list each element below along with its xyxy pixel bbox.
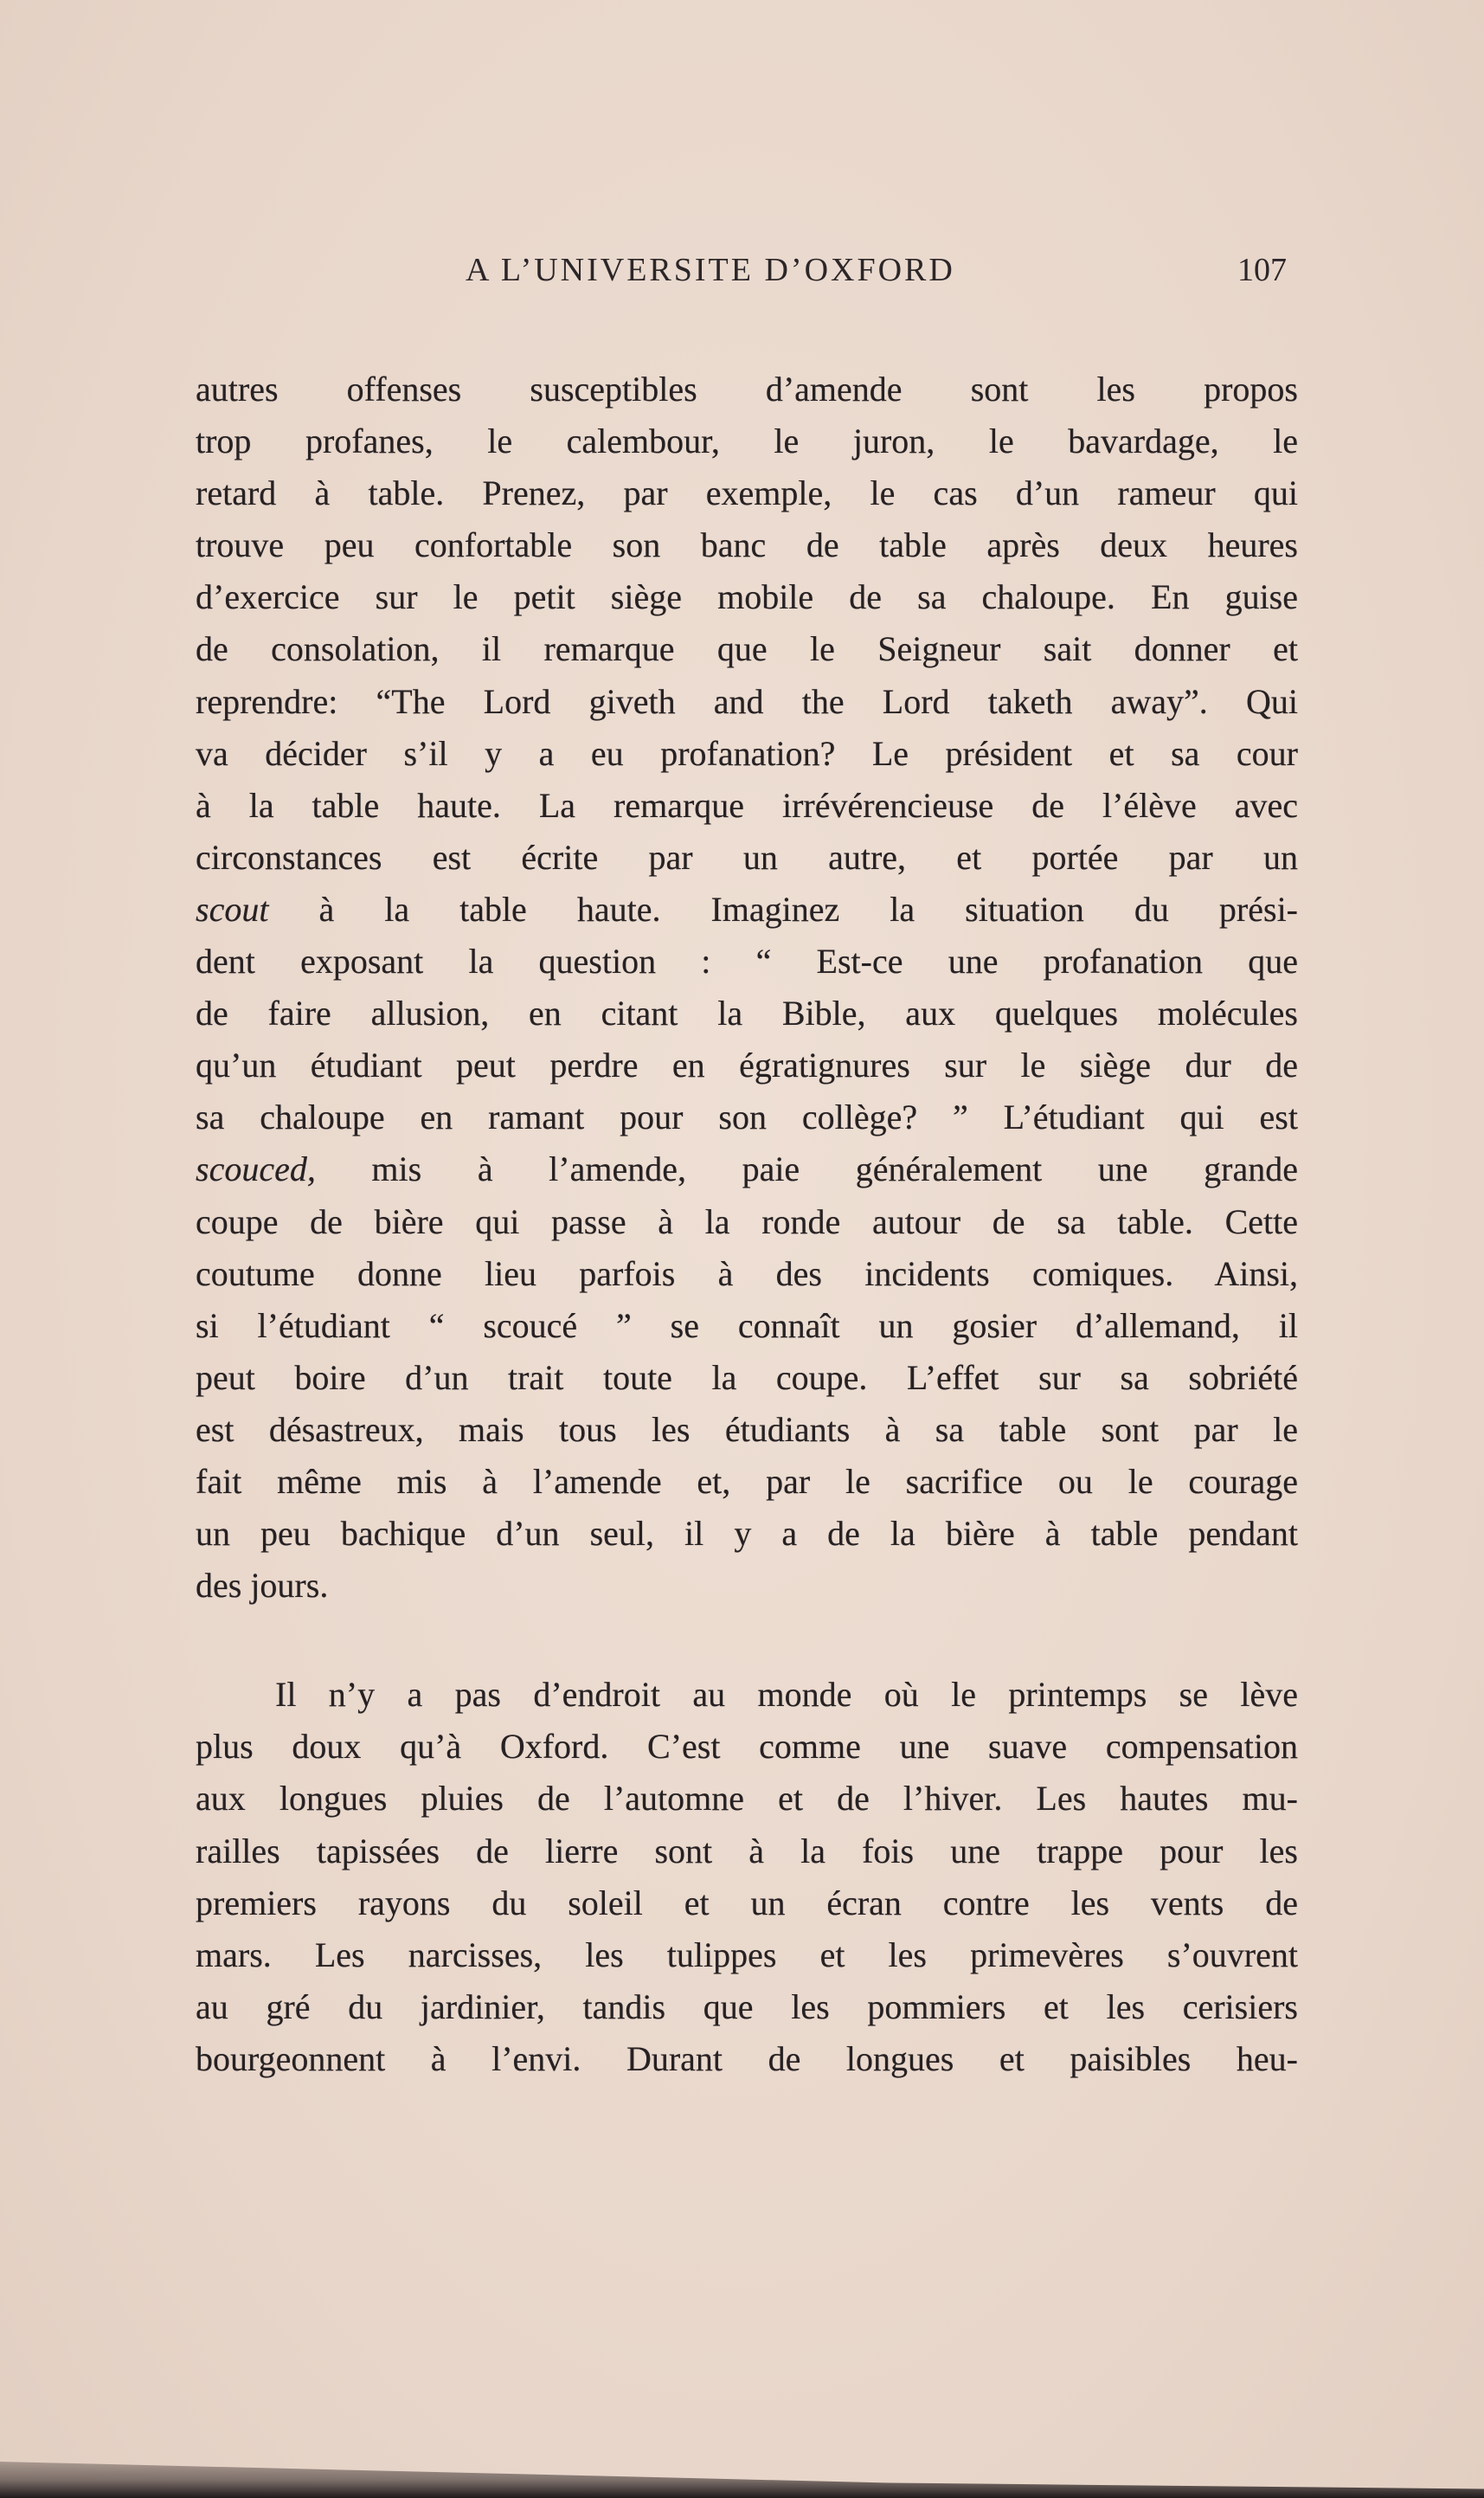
- text-line: à la table haute. La remarque irrévérencieuse de l’élève avec: [196, 785, 1298, 825]
- text-line: au gré du jardinier, tandis que les pommiers et les cerisiers: [196, 1986, 1298, 2026]
- text-line: retard à table. Prenez, par exemple, le cas d’un rameur qui: [196, 473, 1298, 513]
- text-line: est désastreux, mais tous les étudiants à sa table sont par le: [196, 1409, 1298, 1449]
- italic-word: scouced,: [196, 1149, 316, 1189]
- text-line: coupe de bière qui passe à la ronde autour de sa table. Cette: [196, 1201, 1298, 1241]
- text-line: d’exercice sur le petit siège mobile de sa chaloupe. En guise: [196, 577, 1298, 617]
- text-line: reprendre: “The Lord giveth and the Lord taketh away”. Qui: [196, 681, 1298, 721]
- page-edge-shadow: [0, 2437, 1484, 2498]
- text-line: plus doux qu’à Oxford. C’est comme une suave compensation: [196, 1727, 1298, 1767]
- text-line: circonstances est écrite par un autre, et portée par un: [196, 837, 1298, 877]
- paragraph-gap: [196, 1612, 1298, 1669]
- text-line: peut boire d’un trait toute la coupe. L’effet sur sa sobriété: [196, 1357, 1298, 1397]
- text-line: autres offenses susceptibles d’amende sont les propos: [196, 370, 1298, 409]
- text-line: aux longues pluies de l’automne et de l’hiver. Les hautes mu-: [196, 1779, 1298, 1819]
- page-header: [0, 251, 1484, 294]
- text-line: sa chaloupe en ramant pour son collège? ” L’étudiant qui est: [196, 1098, 1298, 1137]
- text-line: qu’un étudiant peut perdre en égratignures sur le siège dur de: [196, 1046, 1298, 1085]
- italic-word: scout: [196, 889, 269, 929]
- text-line-with-italic: [196, 1143, 1298, 1195]
- page-number: 107: [1237, 252, 1287, 288]
- line-rest: mis à l’amende, paie généralement une grande: [315, 1149, 1298, 1189]
- running-head: A L’UNIVERSITE D’OXFORD: [466, 252, 955, 288]
- paragraph-2: [196, 1669, 1298, 2085]
- text-line: de consolation, il remarque que le Seigneur sait donner et: [196, 629, 1298, 669]
- text-line: un peu bachique d’un seul, il y a de la bière à table pendant: [196, 1514, 1298, 1554]
- text-line: des jours.: [196, 1566, 329, 1606]
- text-line: railles tapissées de lierre sont à la fois une trappe pour les: [196, 1831, 1298, 1870]
- text-line-with-italic: [196, 884, 1298, 936]
- text-line: trop profanes, le calembour, le juron, le bavardage, le: [196, 422, 1298, 461]
- body-text: [196, 364, 1298, 2085]
- text-line: coutume donne lieu parfois à des incidents comiques. Ainsi,: [196, 1253, 1298, 1293]
- text-line: dent exposant la question : “ Est-ce une profanation que: [196, 942, 1298, 982]
- text-line: si l’étudiant “ scoucé ” se connaît un gosier d’allemand, il: [196, 1305, 1298, 1345]
- text-line: premiers rayons du soleil et un écran contre les vents de: [196, 1883, 1298, 1922]
- paragraph-1: [196, 364, 1298, 1612]
- text-line: bourgeonnent à l’envi. Durant de longues et paisibles heu-: [196, 2038, 1298, 2078]
- text-line: trouve peu confortable son banc de table après deux heures: [196, 525, 1298, 565]
- text-line: fait même mis à l’amende et, par le sacrifice ou le courage: [196, 1461, 1298, 1501]
- line-rest: à la table haute. Imaginez la situation du prési-: [268, 889, 1298, 929]
- text-line: mars. Les narcisses, les tulippes et les primevères s’ouvrent: [196, 1935, 1298, 1974]
- text-line: va décider s’il y a eu profanation? Le président et sa cour: [196, 733, 1298, 773]
- text-line: de faire allusion, en citant la Bible, aux quelques molécules: [196, 994, 1298, 1033]
- text-line: Il n’y a pas d’endroit au monde où le printemps se lève: [275, 1675, 1298, 1715]
